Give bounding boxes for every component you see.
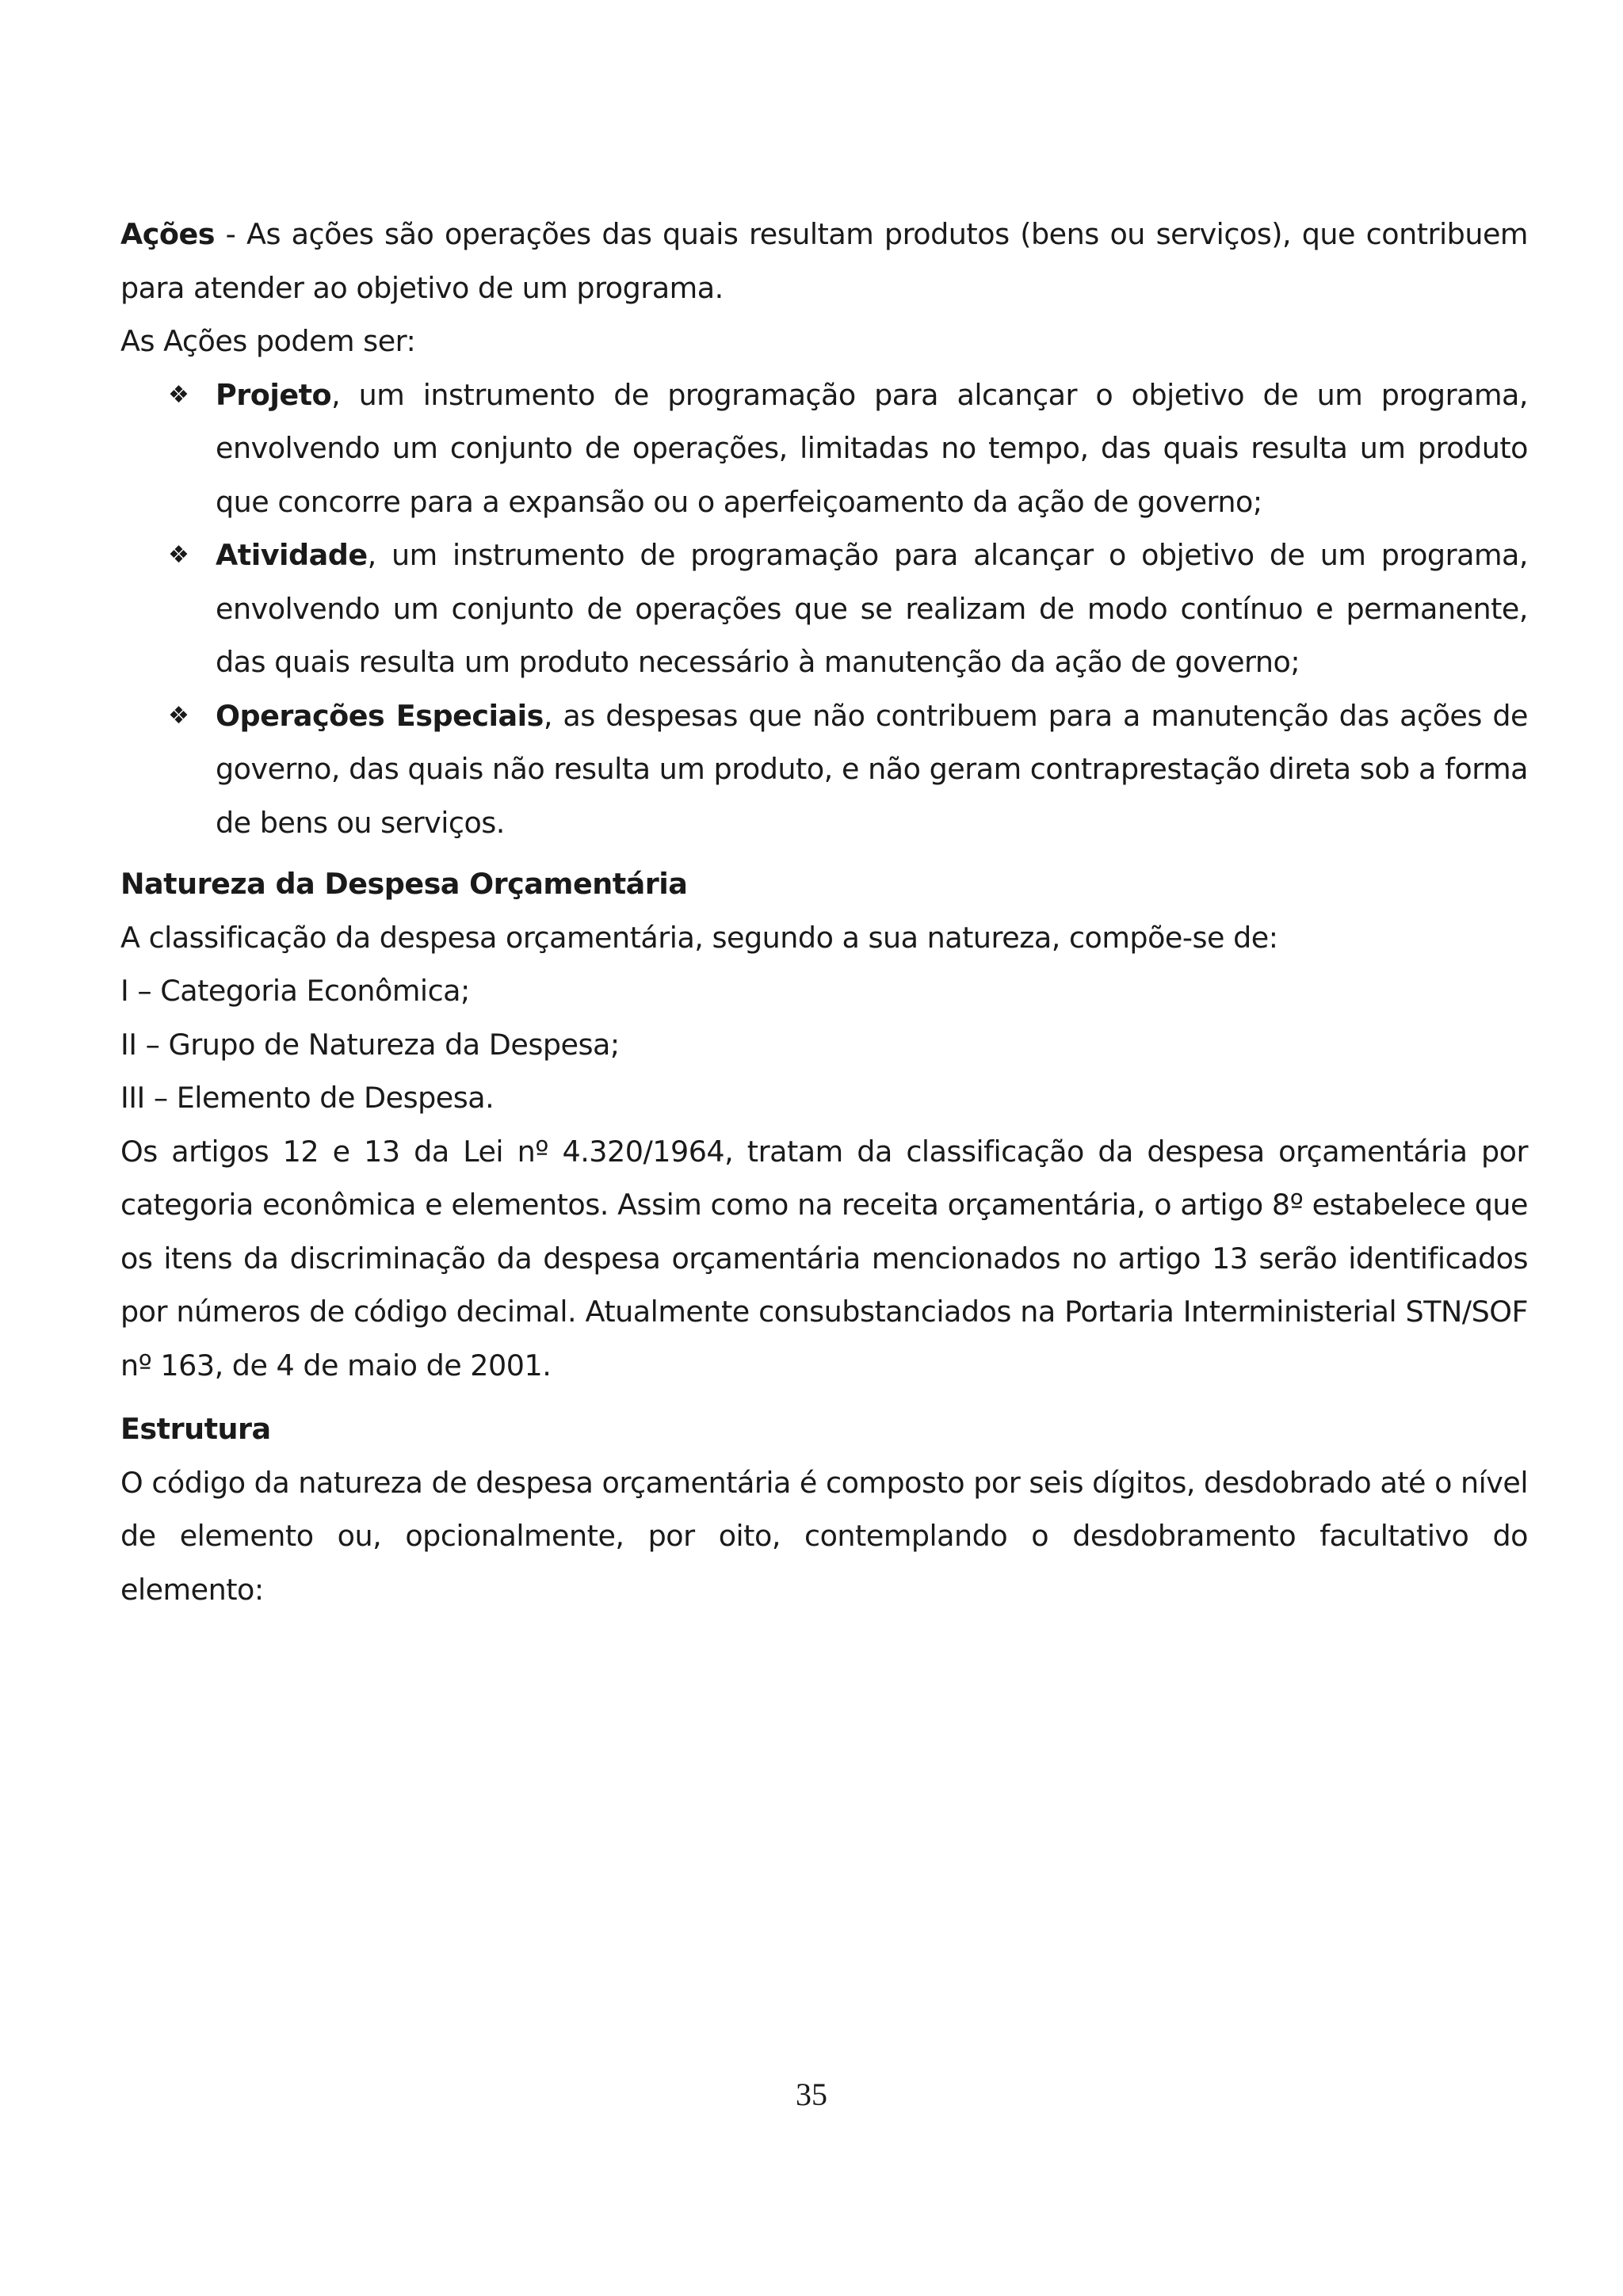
acoes-types-list [120, 368, 1528, 850]
acoes-types-lead: As Ações podem ser: [120, 324, 416, 358]
diamond-four-petal-icon: ❖ [168, 380, 189, 409]
bullet-text: , um instrumento de programação para alcançar o objetivo de um programa, envolvendo um conjunto de operações, limitadas no tempo, das quais resulta um produto que concorre para a expansão ou o aperfeiçoamento da ação de governo; [216, 377, 1528, 519]
list-item [120, 528, 1528, 689]
natureza-item-elemento: III – Elemento de Despesa. [120, 1081, 495, 1115]
acoes-paragraph [120, 208, 1528, 315]
document-body [120, 208, 1528, 1616]
natureza-paragraph: Os artigos 12 e 13 da Lei nº 4.320/1964, tratam da classificação da despesa orçamentária por categoria econômica e elementos. Assim como na receita orçamentária, o artigo 8º estabelece que os itens da discriminação da despesa orçamentária mencionados no artigo 13 serão identificados por números de código decimal. Atualmente consubstanciados na Portaria Interministerial STN/SOF nº 163, de 4 de maio de 2001. [120, 1134, 1528, 1383]
bullet-text: , um instrumento de programação para alcançar o objetivo de um programa, envolvendo um conjunto de operações que se realizam de modo contínuo e permanente, das quais resulta um produto necessário à manutenção da ação de governo; [216, 538, 1528, 679]
estrutura-heading: Estrutura [120, 1412, 271, 1446]
estrutura-paragraph: O código da natureza de despesa orçamentária é composto por seis dígitos, desdobrado até o nível de elemento ou, opcionalmente, por oito, contemplando o desdobramento facultativo do elemento: [120, 1465, 1528, 1607]
list-item [120, 689, 1528, 850]
diamond-four-petal-icon: ❖ [168, 701, 189, 730]
bullet-text: , as despesas que não contribuem para a manutenção das ações de governo, das quais não resulta um produto, e não geram contraprestação direta sob a forma de bens ou serviços. [216, 698, 1528, 840]
acoes-definition: - As ações são operações das quais resultam produtos (bens ou serviços), que contribuem para atender ao objetivo de um programa. [120, 217, 1528, 305]
acoes-term: Ações [120, 217, 215, 251]
bullet-term: Atividade [216, 538, 368, 572]
natureza-item-grupo: II – Grupo de Natureza da Despesa; [120, 1027, 620, 1062]
bullet-term: Projeto [216, 377, 332, 412]
natureza-item-categoria: I – Categoria Econômica; [120, 974, 470, 1008]
page-number: 35 [796, 2077, 827, 2112]
natureza-heading: Natureza da Despesa Orçamentária [120, 867, 688, 901]
natureza-lead: A classificação da despesa orçamentária, segundo a sua natureza, compõe-se de: [120, 920, 1278, 955]
bullet-term: Operações Especiais [216, 698, 544, 733]
diamond-four-petal-icon: ❖ [168, 541, 189, 569]
list-item [120, 368, 1528, 529]
